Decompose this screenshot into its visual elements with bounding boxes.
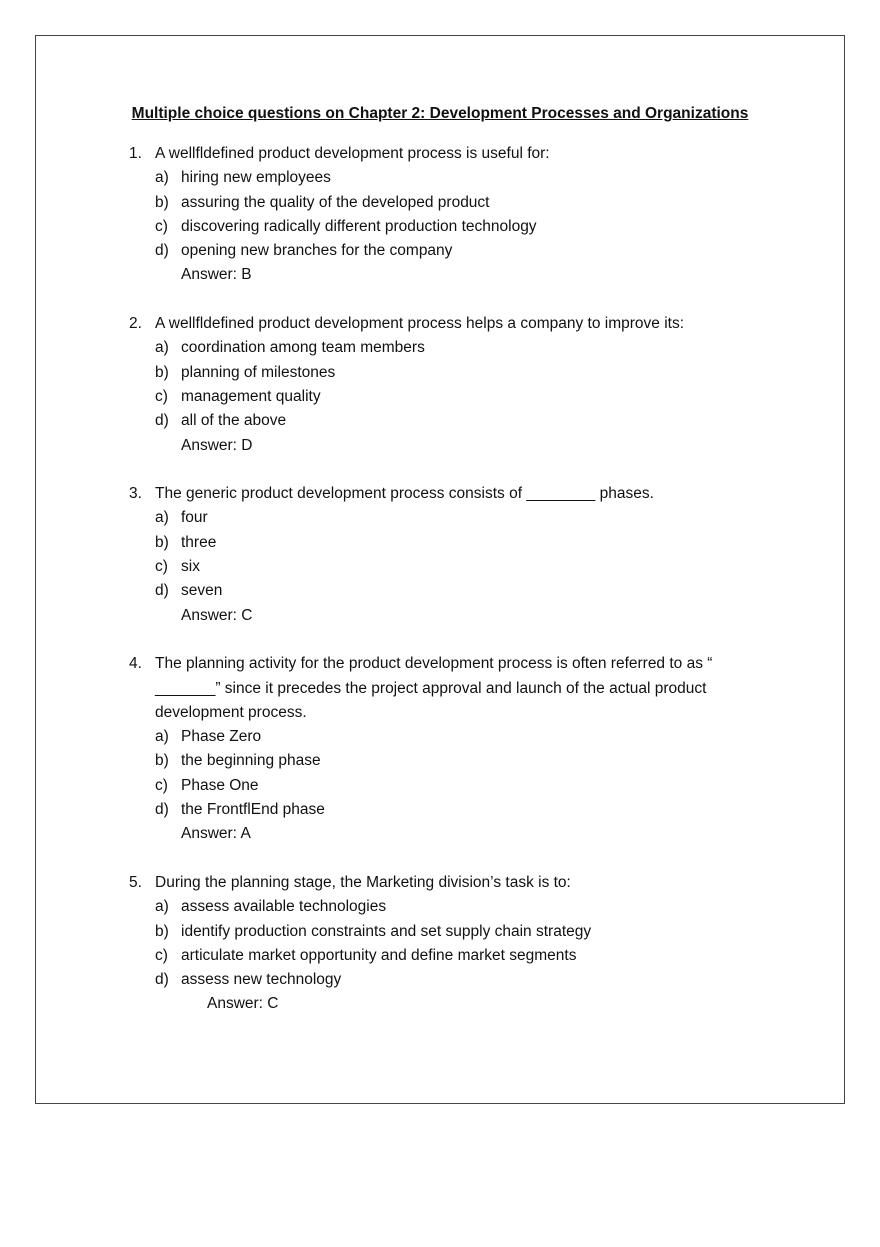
option-text: discovering radically different production technology	[181, 217, 537, 235]
option-letter: b)	[155, 533, 169, 551]
option-letter: d)	[155, 582, 169, 600]
option-letter: c)	[155, 946, 168, 964]
answer-line: Answer: C	[207, 995, 279, 1013]
option-text: four	[181, 509, 208, 527]
option-letter: b)	[155, 922, 169, 940]
answer-line: Answer: A	[181, 825, 251, 843]
option-c	[0, 385, 880, 409]
question-5	[0, 871, 880, 1017]
question-text: A wellﬂdefined product development process is useful for:	[155, 145, 550, 162]
option-text: assess available technologies	[181, 898, 387, 916]
option-b	[0, 920, 880, 944]
question-number: 5.	[129, 873, 142, 891]
option-text: Phase One	[181, 776, 259, 794]
option-d	[0, 968, 880, 992]
option-text: identify production constraints and set supply chain strategy	[181, 922, 592, 940]
option-letter: d)	[155, 801, 169, 819]
option-text: three	[181, 533, 217, 551]
option-text: management quality	[181, 387, 321, 405]
option-text: planning of milestones	[181, 363, 336, 381]
option-letter: d)	[155, 412, 169, 430]
question-list	[0, 142, 880, 1041]
question-text: During the planning stage, the Marketing division’s task is to:	[155, 873, 571, 891]
question-number: 2.	[129, 315, 142, 333]
question-2	[0, 312, 880, 458]
option-text: Phase Zero	[181, 728, 262, 746]
option-letter: b)	[155, 193, 169, 211]
option-letter: d)	[155, 971, 169, 989]
option-a	[0, 506, 880, 530]
option-c	[0, 944, 880, 968]
option-letter: a)	[155, 339, 169, 357]
option-b	[0, 749, 880, 773]
option-text: all of the above	[181, 412, 287, 430]
question-text: The generic product development process consists of ________ phases.	[155, 485, 654, 503]
question-text: A wellﬂdefined product development process helps a company to improve its:	[155, 315, 685, 333]
option-d	[0, 409, 880, 433]
option-letter: b)	[155, 752, 169, 770]
option-text: the FrontﬂEnd phase	[181, 801, 325, 819]
option-b	[0, 361, 880, 385]
option-letter: b)	[155, 363, 169, 381]
option-d	[0, 239, 880, 263]
option-a	[0, 895, 880, 919]
option-b	[0, 191, 880, 215]
option-a	[0, 725, 880, 749]
option-text: the beginning phase	[181, 752, 321, 770]
question-1	[0, 142, 880, 288]
question-4	[0, 652, 880, 846]
option-letter: a)	[155, 509, 169, 527]
answer-line: Answer: C	[181, 606, 253, 624]
answer-line: Answer: D	[181, 436, 253, 454]
option-text: seven	[181, 582, 223, 600]
option-d	[0, 798, 880, 822]
option-text: assess new technology	[181, 971, 342, 989]
option-b	[0, 531, 880, 555]
option-letter: a)	[155, 898, 169, 916]
option-letter: c)	[155, 387, 168, 405]
question-number: 1.	[129, 145, 142, 162]
option-text: opening new branches for the company	[181, 242, 453, 260]
document-title: Multiple choice questions on Chapter 2: Development Processes and Organizations	[131, 105, 749, 122]
option-text: coordination among team members	[181, 339, 425, 357]
option-a	[0, 336, 880, 360]
option-text: six	[181, 558, 200, 576]
option-letter: a)	[155, 728, 169, 746]
option-letter: a)	[155, 169, 169, 187]
option-text: hiring new employees	[181, 169, 331, 187]
option-c	[0, 215, 880, 239]
option-letter: c)	[155, 558, 168, 576]
option-c	[0, 555, 880, 579]
question-text: The planning activity for the product development process is often referred to as “ _______” since it precedes the project approval and launch of the actual product development process.	[155, 655, 713, 721]
option-a	[0, 166, 880, 190]
option-letter: c)	[155, 776, 168, 794]
option-c	[0, 774, 880, 798]
answer-line: Answer: B	[181, 266, 252, 284]
option-text: assuring the quality of the developed product	[181, 193, 490, 211]
option-letter: d)	[155, 242, 169, 260]
option-d	[0, 579, 880, 603]
option-text: articulate market opportunity and define market segments	[181, 946, 577, 964]
question-number: 3.	[129, 485, 142, 503]
question-3	[0, 482, 880, 628]
option-letter: c)	[155, 217, 168, 235]
question-number: 4.	[129, 655, 142, 673]
